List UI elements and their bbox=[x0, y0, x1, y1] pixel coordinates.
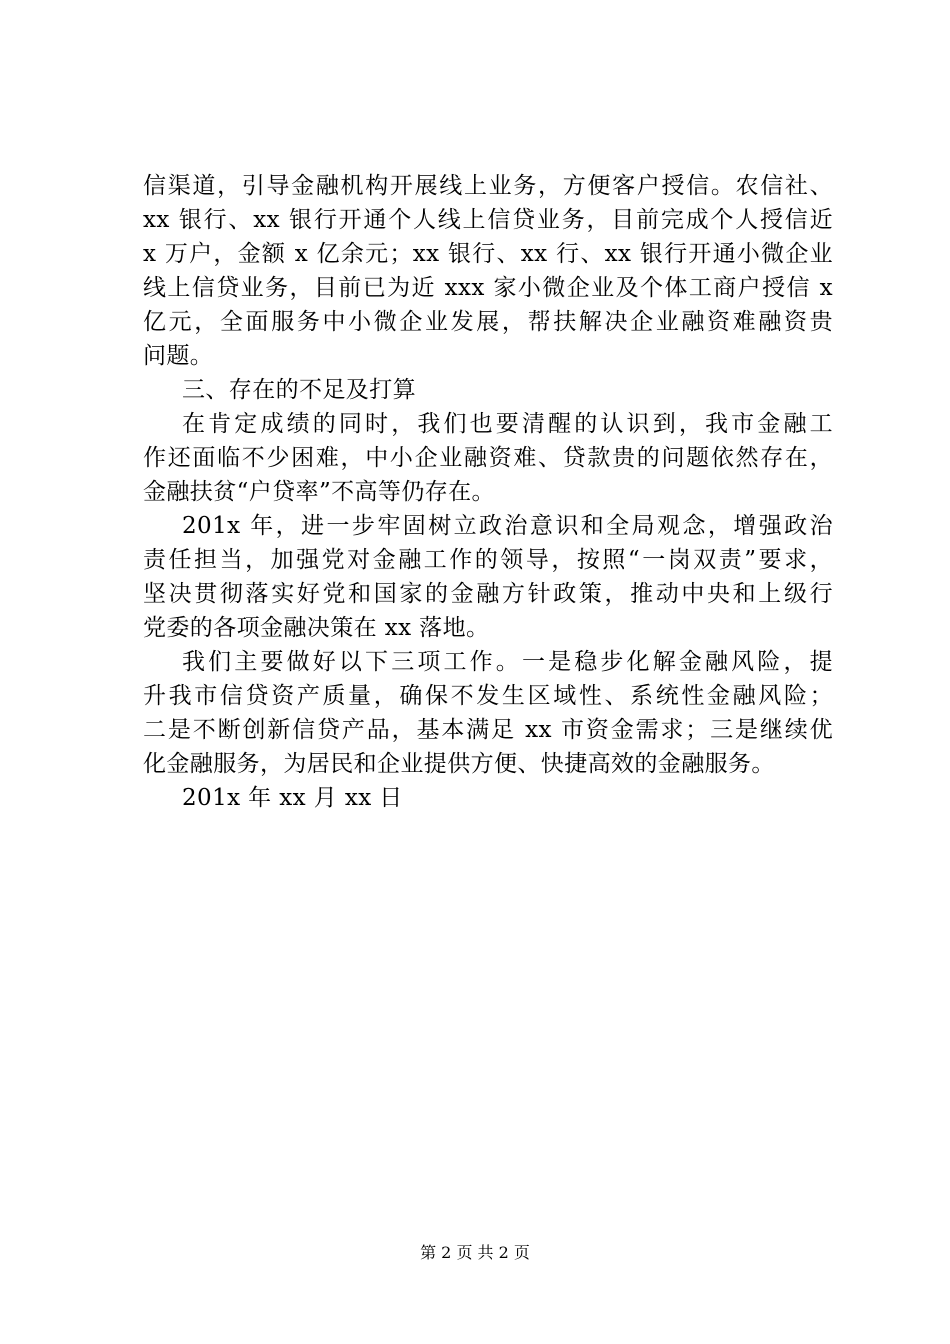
paragraph-line: 我们主要做好以下三项工作。一是稳步化解金融风险，提 bbox=[182, 649, 833, 675]
paragraph-line: 升我市信贷资产质量，确保不发生区域性、系统性金融风险； bbox=[143, 683, 833, 709]
document-date: 201x 年 xx 月 xx 日 bbox=[182, 785, 403, 811]
document-body bbox=[143, 169, 833, 815]
paragraph-line: 责任担当，加强党对金融工作的领导，按照“一岗双责”要求， bbox=[143, 547, 833, 573]
paragraph-line: 坚决贯彻落实好党和国家的金融方针政策，推动中央和上级行 bbox=[143, 581, 833, 607]
paragraph-line: 201x 年，进一步牢固树立政治意识和全局观念，增强政治 bbox=[182, 513, 833, 539]
paragraph-line: 化金融服务，为居民和企业提供方便、快捷高效的金融服务。 bbox=[143, 751, 775, 777]
paragraph-line: 二是不断创新信贷产品，基本满足 xx 市资金需求；三是继续优 bbox=[143, 717, 833, 743]
paragraph-line: 金融扶贫“户贷率”不高等仍存在。 bbox=[143, 479, 495, 505]
paragraph-line: 信渠道，引导金融机构开展线上业务，方便客户授信。农信社、 bbox=[143, 173, 833, 199]
paragraph-line: x 万户，金额 x 亿余元；xx 银行、xx 行、xx 银行开通小微企业 bbox=[143, 241, 833, 267]
paragraph-line: 线上信贷业务，目前已为近 xxx 家小微企业及个体工商户授信 x bbox=[143, 275, 833, 301]
paragraph-line: 作还面临不少困难，中小企业融资难、贷款贵的问题依然存在， bbox=[143, 445, 833, 471]
section-heading: 三、存在的不足及打算 bbox=[182, 377, 416, 403]
paragraph-line: 问题。 bbox=[143, 343, 214, 369]
paragraph-line: xx 银行、xx 银行开通个人线上信贷业务，目前完成个人授信近 bbox=[143, 207, 833, 233]
paragraph-line: 党委的各项金融决策在 xx 落地。 bbox=[143, 615, 490, 641]
page-number-label: 第 2 页 共 2 页 bbox=[420, 1243, 530, 1262]
paragraph-line: 亿元，全面服务中小微企业发展，帮扶解决企业融资难融资贵 bbox=[143, 309, 833, 335]
paragraph-line: 在肯定成绩的同时，我们也要清醒的认识到，我市金融工 bbox=[182, 411, 833, 437]
page-footer bbox=[0, 1243, 950, 1263]
